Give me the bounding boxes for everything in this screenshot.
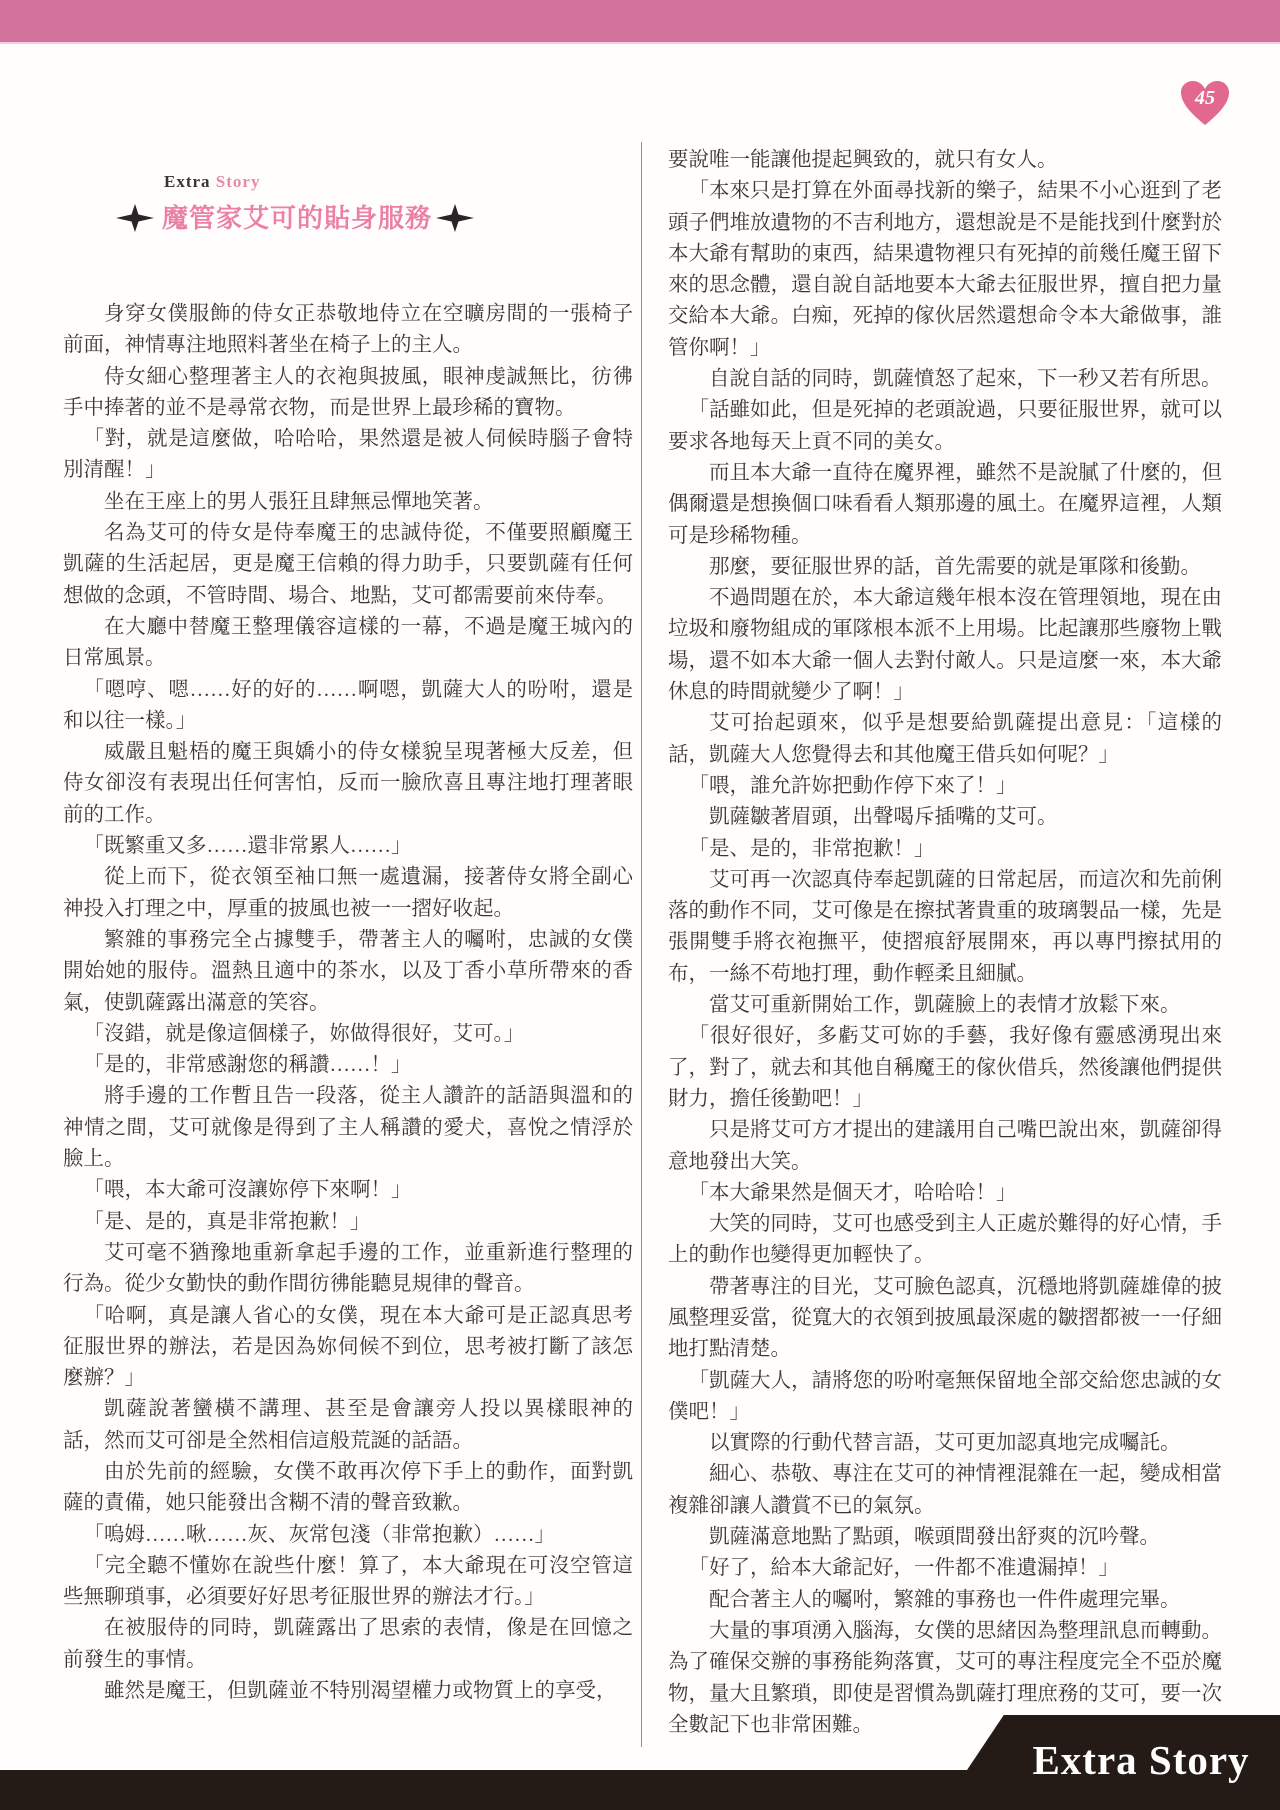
paragraph: 「嗯哼、嗯……好的好的……啊嗯，凱薩大人的吩咐，還是和以往一樣。」 (63, 678, 633, 732)
paragraph: 「是、是的，真是非常抱歉！」 (83, 1210, 371, 1233)
paragraph: 凱薩說著蠻橫不講理、甚至是會讓旁人投以異樣眼神的話，然而艾可卻是全然相信這般荒誕的話語。 (63, 1398, 633, 1452)
paragraph: 「對，就是這麼做，哈哈哈，果然還是被人伺候時腦子會特別清醒！」 (63, 428, 633, 482)
paragraph: 當艾可重新開始工作，凱薩臉上的表情才放鬆下來。 (709, 994, 1181, 1017)
page-number-heart (1178, 78, 1232, 128)
paragraph: 「完全聽不懂妳在說些什麼！算了，本大爺現在可沒空管這些無聊瑣事，必須要好好思考征服世界的辦法才行。」 (63, 1554, 633, 1609)
story-eyebrow (164, 172, 260, 192)
paragraph: 而且本大爺一直待在魔界裡，雖然不是說膩了什麼的，但偶爾還是想換個口味看看人類那邊的風土。在魔界這裡，人類可是珍稀物種。 (668, 461, 1222, 547)
paragraph: 以實際的行動代替言語，艾可更加認真地完成囑託。 (709, 1432, 1181, 1455)
paragraph: 「話雖如此，但是死掉的老頭說過，只要征服世界，就可以要求各地每天上貢不同的美女。 (668, 399, 1222, 453)
paragraph: 「本大爺果然是個天才，哈哈哈！」 (688, 1181, 1017, 1204)
paragraph: 威嚴且魁梧的魔王與嬌小的侍女樣貌呈現著極大反差，但侍女卻沒有表現出任何害怕，反而一臉欣喜且專注地打理著眼前的工作。 (63, 741, 633, 826)
eyebrow-story-label: Story (215, 172, 261, 191)
paragraph: 「哈啊，真是讓人省心的女僕，現在本大爺可是正認真思考征服世界的辦法，若是因為妳伺候不到位，思考被打斷了該怎麼辦？」 (63, 1304, 633, 1390)
page-number: 45 (1195, 87, 1215, 109)
eyebrow-extra-label: Extra (164, 172, 211, 191)
paragraph: 從上而下，從衣領至袖口無一處遺漏，接著侍女將全副心神投入打理之中，厚重的披風也被一一摺好收起。 (63, 866, 633, 920)
paragraph: 艾可再一次認真侍奉起凱薩的日常起居，而這次和先前俐落的動作不同，艾可像是在擦拭著貴重的玻璃製品一樣，先是張開雙手將衣袍撫平，使摺痕舒展開來，再以專門擦拭用的布，一絲不苟地打理，動作輕柔且細膩。 (668, 868, 1222, 985)
paragraph: 帶著專注的目光，艾可臉色認真，沉穩地將凱薩雄偉的披風整理妥當，從寬大的衣領到披風最深處的皺摺都被一一仔細地打點清楚。 (668, 1275, 1222, 1361)
paragraph: 「喂，本大爺可沒讓妳停下來啊！」 (83, 1179, 412, 1202)
paragraph: 名為艾可的侍女是侍奉魔王的忠誠侍從，不僅要照顧魔王凱薩的生活起居，更是魔王信賴的得力助手，只要凱薩有任何想做的念頭，不管時間、場合、地點，艾可都需要前來侍奉。 (63, 522, 633, 607)
paragraph: 「是、是的，非常抱歉！」 (688, 837, 935, 860)
paragraph: 由於先前的經驗，女僕不敢再次停下手上的動作，面對凱薩的責備，她只能發出含糊不清的聲音致歉。 (63, 1460, 633, 1515)
paragraph: 凱薩滿意地點了點頭，喉頭間發出舒爽的沉吟聲。 (709, 1526, 1160, 1549)
paragraph: 侍女細心整理著主人的衣袍與披風，眼神虔誠無比，彷彿手中捧著的並不是尋常衣物，而是世界上最珍稀的寶物。 (63, 365, 633, 419)
top-border-bar (0, 0, 1280, 44)
paragraph: 「既繁重又多……還非常累人……」 (83, 835, 412, 858)
paragraph: 要說唯一能讓他提起興致的，就只有女人。 (668, 149, 1058, 171)
paragraph: 在被服侍的同時，凱薩露出了思索的表情，像是在回憶之前發生的事情。 (63, 1617, 633, 1671)
paragraph: 坐在王座上的男人張狂且肆無忌憚地笑著。 (104, 490, 494, 513)
paragraph: 身穿女僕服飾的侍女正恭敬地侍立在空曠房間的一張椅子前面，神情專注地照料著坐在椅子上的主人。 (63, 303, 633, 357)
text-column-left (63, 299, 633, 1707)
paragraph: 大笑的同時，艾可也感受到主人正處於難得的好心情，手上的動作也變得更加輕快了。 (668, 1213, 1222, 1267)
paragraph: 只是將艾可方才提出的建議用自己嘴巴說出來，凱薩卻得意地發出大笑。 (668, 1119, 1222, 1173)
paragraph: 「凱薩大人，請將您的吩咐毫無保留地全部交給您忠誠的女僕吧！」 (668, 1369, 1222, 1423)
paragraph: 繁雜的事務完全占據雙手，帶著主人的囑咐，忠誠的女僕開始她的服侍。溫熱且適中的茶水，以及丁香小草所帶來的香氣，使凱薩露出滿意的笑容。 (63, 928, 633, 1014)
sparkle-icon (436, 204, 474, 232)
paragraph: 「本來只是打算在外面尋找新的樂子，結果不小心逛到了老頭子們堆放遺物的不吉利地方，還想說是不是能找到什麼對於本大爺有幫助的東西，結果遺物裡只有死掉的前幾任魔王留下來的思念體，還自說自話地要本大爺去征服世界，擅自把力量交給本大爺。白痴，死掉的傢伙居然還想命令本大爺做事，誰管你啊！」 (668, 180, 1222, 359)
page-title: 魔管家艾可的貼身服務 (162, 203, 433, 233)
text-column-right (668, 145, 1222, 1741)
paragraph: 「喂，誰允許妳把動作停下來了！」 (688, 774, 1017, 797)
paragraph: 細心、恭敬、專注在艾可的神情裡混雜在一起，變成相當複雜卻讓人讚賞不已的氣氛。 (668, 1463, 1222, 1517)
paragraph: 「沒錯，就是像這個樣子，妳做得很好，艾可。」 (83, 1022, 525, 1045)
sparkle-icon (116, 204, 154, 232)
paragraph: 那麼，要征服世界的話，首先需要的就是軍隊和後勤。 (709, 555, 1201, 578)
paragraph: 不過問題在於，本大爺這幾年根本沒在管理領地，現在由垃圾和廢物組成的軍隊根本派不上用場。比起讓那些廢物上戰場，還不如本大爺一個人去對付敵人。只是這麼一來，本大爺休息的時間就變少了啊！」 (668, 587, 1222, 704)
paragraph: 大量的事項湧入腦海，女僕的思緒因為整理訊息而轉動。為了確保交辦的事務能夠落實，艾可的專注程度完全不亞於魔物，量大且繁瑣，即使是習慣為凱薩打理庶務的艾可，要一次全數記下也非常困難。 (668, 1619, 1222, 1736)
paragraph: 凱薩皺著眉頭，出聲喝斥插嘴的艾可。 (709, 806, 1058, 829)
column-divider (641, 142, 642, 1747)
paragraph: 將手邊的工作暫且告一段落，從主人讚許的話語與溫和的神情之間，艾可就像是得到了主人稱讚的愛犬，喜悅之情浮於臉上。 (63, 1085, 633, 1171)
paragraph: 艾可毫不猶豫地重新拿起手邊的工作，並重新進行整理的行為。從少女勤快的動作間彷彿能聽見規律的聲音。 (63, 1241, 633, 1296)
paragraph: 「嗚姆……啾……灰、灰常包淺（非常抱歉）……」 (83, 1523, 555, 1546)
paragraph: 艾可抬起頭來，似乎是想要給凱薩提出意見：「這樣的話，凱薩大人您覺得去和其他魔王借兵如何呢？」 (668, 712, 1222, 766)
banner-label: Extra Story (1032, 1737, 1250, 1783)
paragraph: 雖然是魔王，但凱薩並不特別渴望權力或物質上的享受， (104, 1680, 617, 1703)
paragraph: 在大廳中替魔王整理儀容這樣的一幕，不過是魔王城內的日常風景。 (63, 615, 633, 670)
paragraph: 「是的，非常感謝您的稱讚……！」 (83, 1054, 412, 1077)
paragraph: 自說自話的同時，凱薩憤怒了起來，下一秒又若有所思。 (709, 368, 1222, 391)
paragraph: 配合著主人的囑咐，繁雜的事務也一件件處理完畢。 (709, 1588, 1181, 1611)
paragraph: 「很好很好，多虧艾可妳的手藝，我好像有靈感湧現出來了，對了，就去和其他自稱魔王的傢伙借兵，然後讓他們提供財力，擔任後勤吧！」 (668, 1025, 1222, 1110)
paragraph: 「好了，給本大爺記好，一件都不准遺漏掉！」 (688, 1557, 1119, 1580)
